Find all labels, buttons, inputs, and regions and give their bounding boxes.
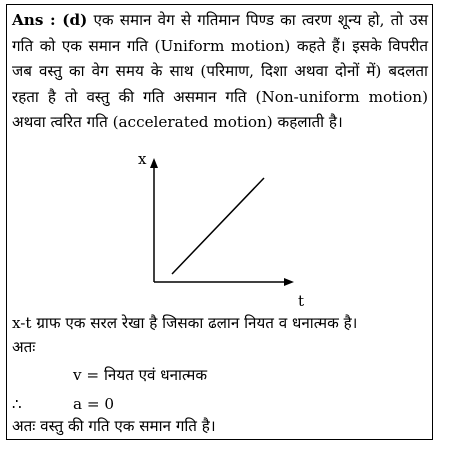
graph-line <box>172 178 264 274</box>
answer-paragraph <box>12 8 428 136</box>
therefore-label: अतः <box>12 338 36 356</box>
graph-description: x-t ग्राफ एक सरल रेखा है जिसका ढलान नियत व धनात्मक है। <box>12 314 358 332</box>
conclusion: अतः वस्तु की गति एक समान गति है। <box>12 417 216 435</box>
x-t-graph <box>120 150 320 310</box>
acceleration-statement: a = 0 <box>73 395 115 413</box>
x-axis-label: t <box>298 292 305 310</box>
answer-text: एक समान वेग से गतिमान पिण्ड का त्वरण शून्य हो, तो उस गति को एक समान गति (Uniform motion) कहते हैं। इसके विपरीत जब वस्तु का वेग समय के साथ (परिमाण, दिशा अथवा दोनों में) बदलता रहता है तो वस्तु की गति असमान गति (Non-uniform motion) अथवा त्वरित गति (accelerated motion) कहलाती है। <box>12 11 428 132</box>
answer-label: Ans : (d) <box>12 11 88 29</box>
y-axis-arrow <box>150 158 158 168</box>
therefore-symbol: ∴ <box>12 395 22 413</box>
y-axis-label: x <box>138 150 147 168</box>
velocity-statement: v = नियत एवं धनात्मक <box>73 366 208 384</box>
x-axis-arrow <box>284 278 294 286</box>
